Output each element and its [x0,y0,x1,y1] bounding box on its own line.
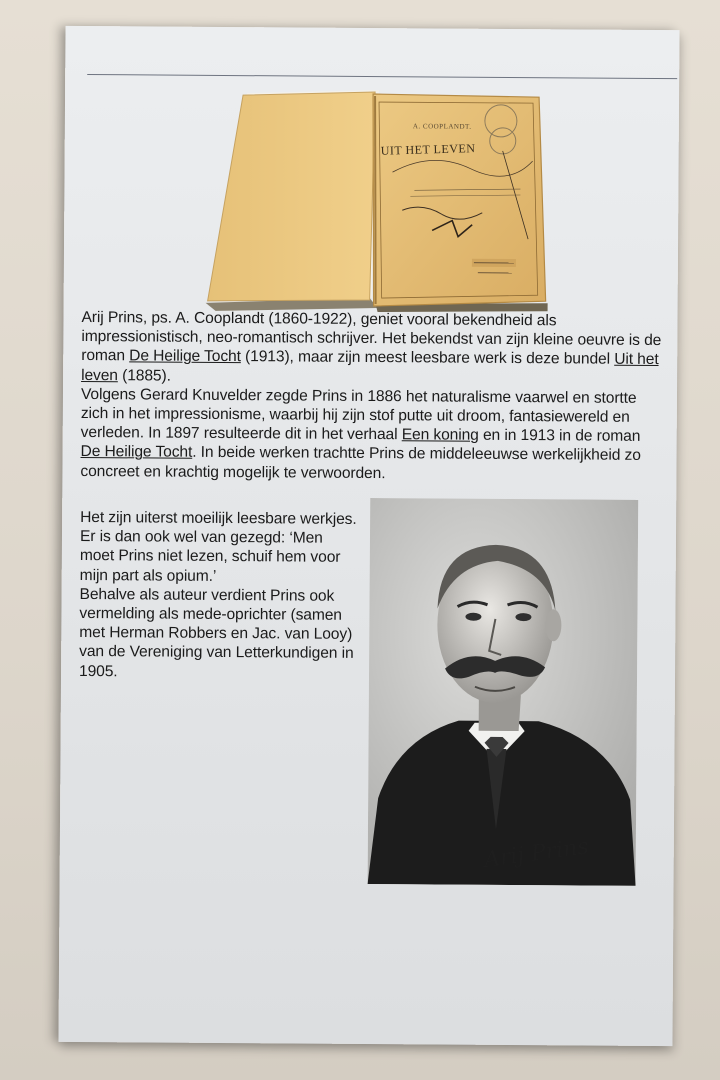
intro-text-4: Volgens Gerard Knuvelder zegde Prins in 1886 het naturalisme vaarwel en stortte zich in het impressionisme, waarbij hij zijn stof putte uit droom, fantasiewereld en verleden. In 1897 resulteerde dit in het verhaal [80,385,637,444]
book-back-cover [58,26,679,1046]
title-de-heilige-tocht: De Heilige Tocht [129,347,241,366]
book-cover-author: A. COOPLANDT. [412,122,472,131]
intro-text-6: . In beide werken trachtte Prins de middeleeuwse werkelijkheid zo concreet en krachtig mogelijk te verwoorden. [80,444,641,482]
top-rule [87,74,677,79]
title-een-koning: Een koning [401,426,479,444]
intro-text-1: Arij Prins, ps. A. Cooplandt (1860-1922), geniet vooral bekendheid als impressionistisch, neo-romantisch schrijver. Het bekendst van zijn kleine oeuvre is de roman [81,308,662,365]
author-portrait [368,498,639,886]
book-illustration [201,89,555,323]
intro-text-2: (1913), maar zijn meest leesbare werk is deze bundel [240,348,615,369]
bio-paragraph-1: Het zijn uiterst moeilijk leesbare werkjes. Er is dan ook wel van gezegd: ‘Men moet Prins niet lezen, schuif hem voor mijn part als opium.’ [79,508,357,585]
intro-text [80,308,661,485]
author-signature: Arij Prins [482,834,591,874]
bio-text [79,508,360,683]
intro-text-3: (1885). [117,366,171,385]
bio-paragraph-2: Behalve als auteur verdient Prins ook vermelding als mede-oprichter (samen met Herman Robbers en Jac. van Looy) van de Vereniging van Letterkundigen in 1905. [78,585,354,680]
intro-text-5: en in 1913 in de roman [478,426,641,446]
book-cover-title: UIT HET LEVEN [380,141,476,158]
title-uit-het-leven: Uit het leven [81,351,659,384]
title-de-heilige-tocht-2: De Heilige Tocht [80,443,193,462]
